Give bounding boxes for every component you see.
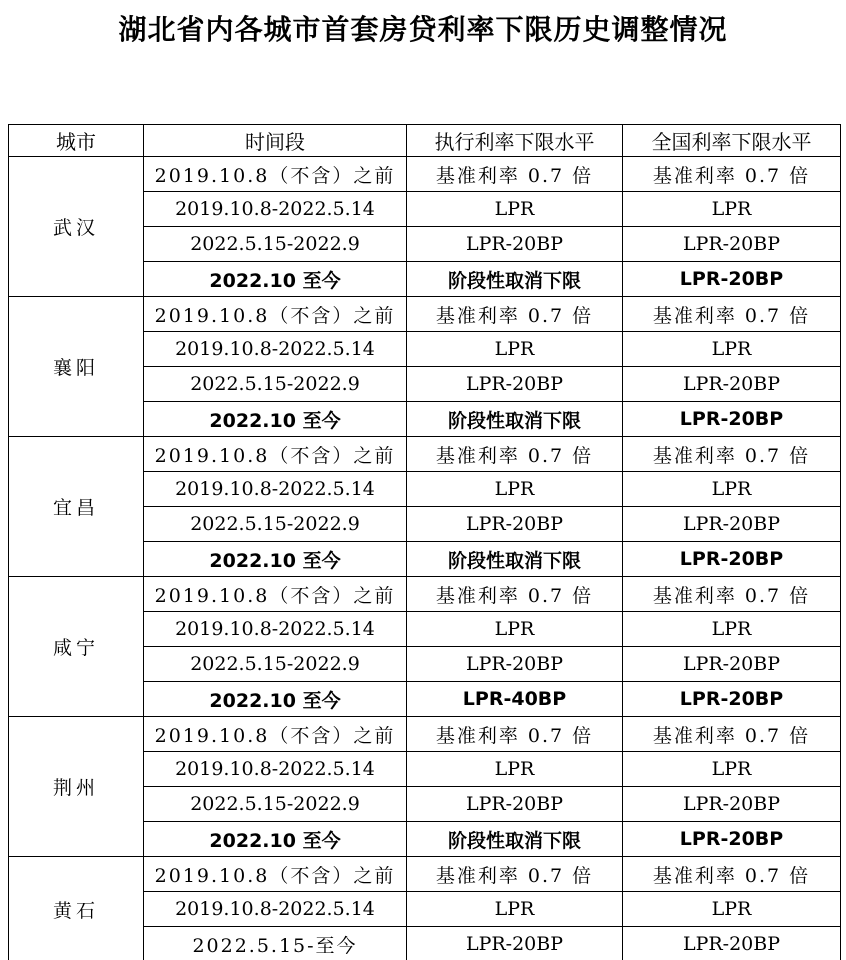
- national-rate-cell: LPR: [623, 892, 841, 927]
- city-cell: 咸宁: [9, 577, 144, 717]
- period-cell: 2019.10.8-2022.5.14: [144, 892, 407, 927]
- period-cell: 2022.5.15-2022.9: [144, 227, 407, 262]
- national-rate-cell: LPR-20BP: [623, 227, 841, 262]
- local-rate-cell: LPR: [407, 892, 623, 927]
- local-rate-cell: 阶段性取消下限: [407, 262, 623, 297]
- period-cell: 2019.10.8（不含）之前: [144, 297, 407, 332]
- period-cell: 2019.10.8（不含）之前: [144, 437, 407, 472]
- national-rate-cell: LPR-20BP: [623, 822, 841, 857]
- period-cell: 2019.10.8-2022.5.14: [144, 332, 407, 367]
- national-rate-cell: LPR: [623, 192, 841, 227]
- rate-table-body: [9, 157, 841, 960]
- local-rate-cell: 基准利率 0.7 倍: [407, 577, 623, 612]
- local-rate-cell: 基准利率 0.7 倍: [407, 297, 623, 332]
- national-rate-cell: LPR-20BP: [623, 262, 841, 297]
- national-rate-cell: 基准利率 0.7 倍: [623, 437, 841, 472]
- table-row: [9, 437, 841, 472]
- national-rate-cell: LPR-20BP: [623, 787, 841, 822]
- city-cell: 襄阳: [9, 297, 144, 437]
- national-rate-cell: LPR-20BP: [623, 402, 841, 437]
- header-local-rate: 执行利率下限水平: [407, 125, 623, 157]
- period-cell: 2019.10.8（不含）之前: [144, 157, 407, 192]
- period-cell: 2019.10.8-2022.5.14: [144, 192, 407, 227]
- national-rate-cell: LPR-20BP: [623, 647, 841, 682]
- local-rate-cell: LPR: [407, 192, 623, 227]
- period-cell: 2022.10 至今: [144, 542, 407, 577]
- city-cell: 荆州: [9, 717, 144, 857]
- rate-table-header: [9, 125, 841, 157]
- period-cell: 2022.5.15-2022.9: [144, 647, 407, 682]
- header-row: [9, 125, 841, 157]
- period-cell: 2019.10.8（不含）之前: [144, 577, 407, 612]
- national-rate-cell: 基准利率 0.7 倍: [623, 297, 841, 332]
- local-rate-cell: LPR-40BP: [407, 682, 623, 717]
- national-rate-cell: LPR-20BP: [623, 927, 841, 960]
- local-rate-cell: 基准利率 0.7 倍: [407, 157, 623, 192]
- local-rate-cell: 阶段性取消下限: [407, 542, 623, 577]
- national-rate-cell: LPR: [623, 612, 841, 647]
- period-cell: 2019.10.8-2022.5.14: [144, 612, 407, 647]
- table-row: [9, 717, 841, 752]
- table-row: [9, 157, 841, 192]
- period-cell: 2022.5.15-2022.9: [144, 507, 407, 542]
- national-rate-cell: LPR-20BP: [623, 542, 841, 577]
- period-cell: 2022.10 至今: [144, 262, 407, 297]
- national-rate-cell: LPR-20BP: [623, 507, 841, 542]
- header-national-rate: 全国利率下限水平: [623, 125, 841, 157]
- national-rate-cell: LPR: [623, 752, 841, 787]
- local-rate-cell: LPR-20BP: [407, 647, 623, 682]
- national-rate-cell: LPR: [623, 332, 841, 367]
- period-cell: 2022.5.15-2022.9: [144, 367, 407, 402]
- national-rate-cell: LPR-20BP: [623, 367, 841, 402]
- period-cell: 2022.10 至今: [144, 822, 407, 857]
- national-rate-cell: 基准利率 0.7 倍: [623, 577, 841, 612]
- national-rate-cell: LPR: [623, 472, 841, 507]
- city-cell: 武汉: [9, 157, 144, 297]
- document-title: 湖北省内各城市首套房贷利率下限历史调整情况: [118, 13, 728, 46]
- national-rate-cell: 基准利率 0.7 倍: [623, 717, 841, 752]
- local-rate-cell: LPR: [407, 332, 623, 367]
- national-rate-cell: LPR-20BP: [623, 682, 841, 717]
- local-rate-cell: LPR-20BP: [407, 787, 623, 822]
- national-rate-cell: 基准利率 0.7 倍: [623, 157, 841, 192]
- local-rate-cell: LPR: [407, 612, 623, 647]
- local-rate-cell: 阶段性取消下限: [407, 822, 623, 857]
- local-rate-cell: LPR-20BP: [407, 507, 623, 542]
- city-cell: 宜昌: [9, 437, 144, 577]
- period-cell: 2019.10.8-2022.5.14: [144, 472, 407, 507]
- table-row: [9, 857, 841, 892]
- table-row: [9, 577, 841, 612]
- city-cell: 黄石: [9, 857, 144, 960]
- local-rate-cell: 基准利率 0.7 倍: [407, 717, 623, 752]
- period-cell: 2019.10.8-2022.5.14: [144, 752, 407, 787]
- local-rate-cell: LPR-20BP: [407, 367, 623, 402]
- period-cell: 2019.10.8（不含）之前: [144, 717, 407, 752]
- national-rate-cell: 基准利率 0.7 倍: [623, 857, 841, 892]
- period-cell: 2019.10.8（不含）之前: [144, 857, 407, 892]
- period-cell: 2022.5.15-2022.9: [144, 787, 407, 822]
- period-cell: 2022.10 至今: [144, 402, 407, 437]
- local-rate-cell: LPR-20BP: [407, 227, 623, 262]
- local-rate-cell: 阶段性取消下限: [407, 402, 623, 437]
- local-rate-cell: LPR: [407, 472, 623, 507]
- header-period: 时间段: [144, 125, 407, 157]
- local-rate-cell: 基准利率 0.7 倍: [407, 437, 623, 472]
- period-cell: 2022.10 至今: [144, 682, 407, 717]
- local-rate-cell: LPR: [407, 752, 623, 787]
- local-rate-cell: 基准利率 0.7 倍: [407, 857, 623, 892]
- table-row: [9, 297, 841, 332]
- local-rate-cell: LPR-20BP: [407, 927, 623, 960]
- period-cell: 2022.5.15-至今: [144, 927, 407, 960]
- rate-table: [8, 124, 841, 960]
- header-city: 城市: [9, 125, 144, 157]
